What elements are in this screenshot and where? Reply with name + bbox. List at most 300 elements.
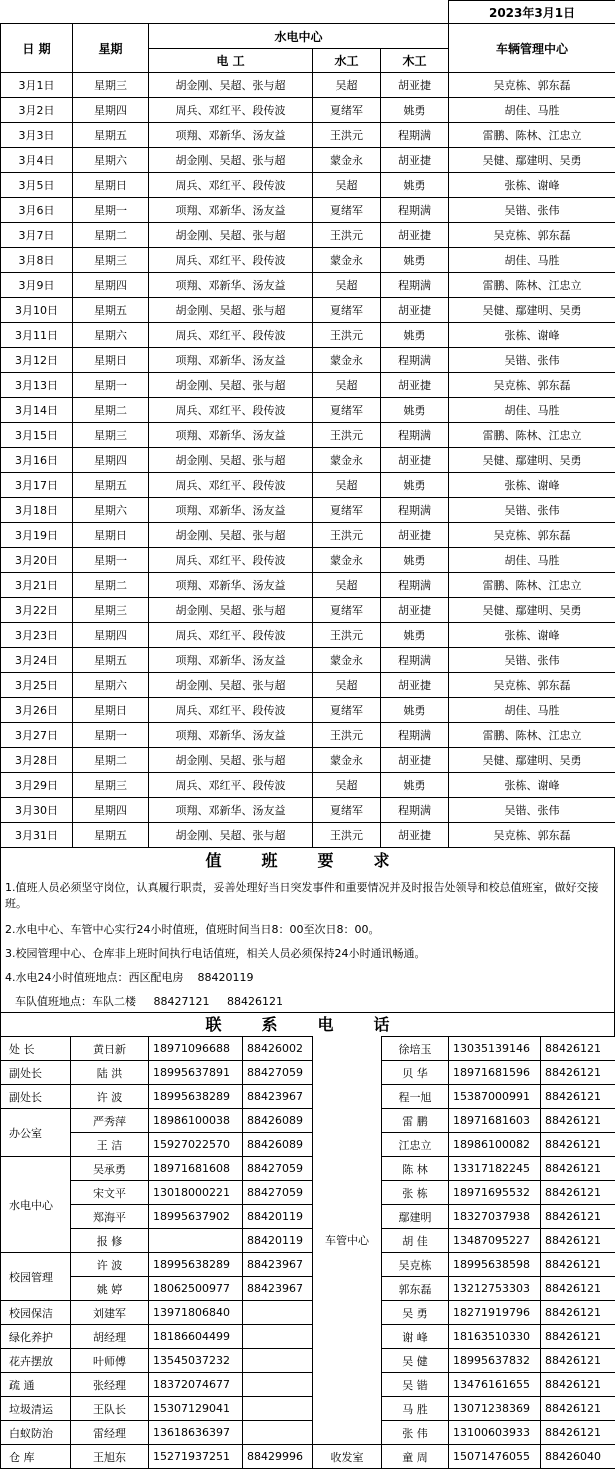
schedule-cell-electricians: 胡金刚、吴超、张与超 [149,73,313,98]
schedule-cell-vehicle: 张栋、谢峰 [449,173,615,198]
contact-mobile: 18995637902 [149,1205,243,1229]
schedule-cell-date: 3月26日 [1,698,73,723]
schedule-cell-vehicle: 吴健、鄢建明、吴勇 [449,448,615,473]
mail-room-label: 收发室 [313,1445,382,1469]
schedule-row [1,223,615,248]
contact-ext: 88426089 [243,1109,313,1133]
schedule-cell-date: 3月17日 [1,473,73,498]
schedule-cell-carpenter: 程期满 [381,273,449,298]
contact-mobile: 18327037938 [449,1205,541,1229]
schedule-cell-carpenter: 姚勇 [381,548,449,573]
schedule-cell-carpenter: 胡亚捷 [381,373,449,398]
schedule-cell-electricians: 周兵、邓红平、段传波 [149,398,313,423]
schedule-cell-carpenter: 姚勇 [381,773,449,798]
contact-mobile: 18971681608 [149,1157,243,1181]
schedule-cell-electricians: 周兵、邓红平、段传波 [149,698,313,723]
schedule-cell-electricians: 周兵、邓红平、段传波 [149,323,313,348]
contact-row [1,1229,615,1253]
schedule-cell-weekday: 星期二 [73,573,149,598]
schedule-cell-plumber: 蒙金永 [313,748,381,773]
contact-ext [243,1325,313,1349]
contact-ext [243,1373,313,1397]
header-date: 日 期 [1,24,73,73]
contact-dept: 垃圾清运 [1,1397,71,1421]
schedule-cell-date: 3月19日 [1,523,73,548]
schedule-cell-date: 3月30日 [1,798,73,823]
schedule-cell-vehicle: 吴锴、张伟 [449,648,615,673]
schedule-cell-carpenter: 程期满 [381,723,449,748]
contact-mobile: 13618636397 [149,1421,243,1445]
contact-name: 马 胜 [382,1397,449,1421]
schedule-cell-carpenter: 程期满 [381,648,449,673]
schedule-cell-electricians: 胡金刚、吴超、张与超 [149,223,313,248]
schedule-cell-plumber: 王洪元 [313,823,381,848]
contact-dept: 副处长 [1,1061,71,1085]
schedule-cell-date: 3月31日 [1,823,73,848]
contact-row [1,1085,615,1109]
schedule-cell-date: 3月20日 [1,548,73,573]
schedule-cell-weekday: 星期四 [73,448,149,473]
schedule-cell-electricians: 周兵、邓红平、段传波 [149,548,313,573]
schedule-row [1,298,615,323]
contact-name: 报 修 [71,1229,149,1253]
schedule-cell-carpenter: 胡亚捷 [381,448,449,473]
contact-name: 童 周 [382,1445,449,1469]
schedule-row [1,623,615,648]
schedule-cell-plumber: 吴超 [313,673,381,698]
schedule-cell-plumber: 夏绪军 [313,98,381,123]
contact-ext: 88426121 [541,1157,615,1181]
contact-row [1,1349,615,1373]
schedule-cell-weekday: 星期四 [73,623,149,648]
contact-name: 吴克栋 [382,1253,449,1277]
contact-name: 王 洁 [71,1133,149,1157]
schedule-row [1,323,615,348]
schedule-cell-date: 3月6日 [1,198,73,223]
contact-name: 谢 峰 [382,1325,449,1349]
contact-mobile: 18995637891 [149,1061,243,1085]
schedule-cell-plumber: 吴超 [313,773,381,798]
contact-mobile: 13971806840 [149,1301,243,1325]
contact-row [1,1133,615,1157]
schedule-cell-electricians: 项翔、邓新华、汤友益 [149,423,313,448]
schedule-row [1,398,615,423]
contact-ext: 88426121 [541,1085,615,1109]
schedule-cell-plumber: 蒙金永 [313,648,381,673]
contact-ext: 88429996 [243,1445,313,1469]
schedule-cell-vehicle: 雷鹏、陈林、江忠立 [449,423,615,448]
schedule-cell-date: 3月15日 [1,423,73,448]
schedule-cell-vehicle: 吴克栋、郭东磊 [449,373,615,398]
schedule-cell-date: 3月1日 [1,73,73,98]
schedule-cell-date: 3月8日 [1,248,73,273]
contact-dept: 花卉摆放 [1,1349,71,1373]
schedule-cell-vehicle: 吴锴、张伟 [449,198,615,223]
contact-mobile: 13476161655 [449,1373,541,1397]
schedule-cell-electricians: 胡金刚、吴超、张与超 [149,748,313,773]
contact-row [1,1109,615,1133]
contact-name: 严秀萍 [71,1109,149,1133]
header-vehicle-center: 车辆管理中心 [449,24,615,73]
schedule-cell-carpenter: 胡亚捷 [381,748,449,773]
schedule-cell-plumber: 吴超 [313,273,381,298]
contact-name: 郭东磊 [382,1277,449,1301]
contact-dept: 绿化养护 [1,1325,71,1349]
contact-dept: 副处长 [1,1085,71,1109]
contact-dept: 水电中心 [1,1157,71,1253]
contact-mobile: 13035139146 [449,1037,541,1061]
schedule-cell-plumber: 蒙金永 [313,348,381,373]
schedule-cell-date: 3月11日 [1,323,73,348]
schedule-cell-carpenter: 姚勇 [381,173,449,198]
contact-mobile: 18995638289 [149,1253,243,1277]
contact-row [1,1157,615,1181]
schedule-cell-vehicle: 胡佳、马胜 [449,548,615,573]
schedule-cell-date: 3月28日 [1,748,73,773]
contact-ext [243,1421,313,1445]
schedule-row [1,498,615,523]
requirement-item: 3.校园管理中心、仓库非上班时间执行电话值班，相关人员必须保持24小时通讯畅通。 [0,942,615,966]
schedule-row [1,198,615,223]
contact-name: 贝 华 [382,1061,449,1085]
contact-ext [243,1397,313,1421]
schedule-cell-plumber: 吴超 [313,173,381,198]
schedule-cell-vehicle: 雷鹏、陈林、江忠立 [449,723,615,748]
schedule-cell-carpenter: 程期满 [381,198,449,223]
contact-name: 许 波 [71,1253,149,1277]
contact-mobile: 13545037232 [149,1349,243,1373]
contact-ext: 88426121 [541,1109,615,1133]
schedule-row [1,148,615,173]
schedule-cell-carpenter: 程期满 [381,123,449,148]
contact-ext: 88426089 [243,1133,313,1157]
contact-ext: 88426121 [541,1325,615,1349]
contacts-title: 联系电话 [0,1012,615,1036]
contact-name: 江忠立 [382,1133,449,1157]
schedule-cell-carpenter: 胡亚捷 [381,223,449,248]
schedule-row [1,123,615,148]
header-electrician: 电 工 [149,49,313,73]
contact-name: 吴 锴 [382,1373,449,1397]
schedule-cell-carpenter: 程期满 [381,498,449,523]
schedule-cell-vehicle: 张栋、谢峰 [449,623,615,648]
contact-mobile: 18995637832 [449,1349,541,1373]
schedule-cell-date: 3月25日 [1,673,73,698]
schedule-row [1,98,615,123]
contact-mobile: 18995638598 [449,1253,541,1277]
contact-mobile: 13212753303 [449,1277,541,1301]
contact-ext: 88427059 [243,1157,313,1181]
contact-mobile: 18186604499 [149,1325,243,1349]
schedule-cell-plumber: 夏绪军 [313,198,381,223]
contact-ext: 88426121 [541,1037,615,1061]
contact-name: 张 伟 [382,1421,449,1445]
schedule-cell-electricians: 周兵、邓红平、段传波 [149,773,313,798]
contact-row [1,1301,615,1325]
contact-row [1,1277,615,1301]
schedule-cell-carpenter: 程期满 [381,573,449,598]
schedule-cell-plumber: 夏绪军 [313,498,381,523]
header-carpenter: 木工 [381,49,449,73]
contact-row [1,1205,615,1229]
schedule-cell-vehicle: 胡佳、马胜 [449,98,615,123]
schedule-cell-vehicle: 胡佳、马胜 [449,398,615,423]
schedule-cell-plumber: 蒙金永 [313,148,381,173]
schedule-row [1,698,615,723]
schedule-cell-plumber: 吴超 [313,573,381,598]
schedule-cell-electricians: 胡金刚、吴超、张与超 [149,448,313,473]
contact-name: 宋文平 [71,1181,149,1205]
contact-mobile: 15271937251 [149,1445,243,1469]
contact-ext: 88420119 [243,1229,313,1253]
schedule-cell-vehicle: 吴锴、张伟 [449,798,615,823]
contact-row [1,1061,615,1085]
contact-mobile: 18971681596 [449,1061,541,1085]
schedule-cell-carpenter: 胡亚捷 [381,823,449,848]
vehicle-center-label: 车管中心 [313,1037,382,1445]
schedule-cell-electricians: 项翔、邓新华、汤友益 [149,648,313,673]
schedule-cell-plumber: 夏绪军 [313,298,381,323]
schedule-cell-carpenter: 姚勇 [381,698,449,723]
schedule-cell-plumber: 夏绪军 [313,698,381,723]
schedule-cell-vehicle: 胡佳、马胜 [449,248,615,273]
contact-mobile: 13071238369 [449,1397,541,1421]
schedule-cell-date: 3月23日 [1,623,73,648]
schedule-cell-date: 3月27日 [1,723,73,748]
schedule-cell-weekday: 星期五 [73,648,149,673]
schedule-cell-carpenter: 程期满 [381,348,449,373]
schedule-cell-weekday: 星期五 [73,823,149,848]
schedule-cell-date: 3月14日 [1,398,73,423]
contact-mobile: 13487095227 [449,1229,541,1253]
schedule-cell-electricians: 项翔、邓新华、汤友益 [149,348,313,373]
requirement-item: 2.水电中心、车管中心实行24小时值班，值班时间当日8：00至次日8：00。 [0,918,615,942]
schedule-cell-electricians: 胡金刚、吴超、张与超 [149,823,313,848]
schedule-cell-weekday: 星期三 [73,73,149,98]
contact-name: 吴承勇 [71,1157,149,1181]
schedule-cell-vehicle: 吴健、鄢建明、吴勇 [449,298,615,323]
schedule-cell-date: 3月3日 [1,123,73,148]
schedule-cell-vehicle: 张栋、谢峰 [449,473,615,498]
schedule-cell-weekday: 星期五 [73,473,149,498]
schedule-cell-vehicle: 吴锴、张伟 [449,498,615,523]
contact-row [1,1397,615,1421]
schedule-row [1,373,615,398]
schedule-cell-electricians: 周兵、邓红平、段传波 [149,473,313,498]
schedule-cell-vehicle: 雷鹏、陈林、江忠立 [449,573,615,598]
schedule-row [1,173,615,198]
contact-dept: 白蚁防治 [1,1421,71,1445]
contact-mobile: 13100603933 [449,1421,541,1445]
blank-header-space [1,1,449,24]
schedule-cell-weekday: 星期六 [73,498,149,523]
schedule-cell-weekday: 星期三 [73,598,149,623]
contact-ext: 88426121 [541,1301,615,1325]
contact-name: 许 波 [71,1085,149,1109]
schedule-cell-weekday: 星期一 [73,723,149,748]
schedule-cell-weekday: 星期四 [73,273,149,298]
contact-dept: 校园保洁 [1,1301,71,1325]
schedule-cell-plumber: 王洪元 [313,323,381,348]
schedule-cell-plumber: 吴超 [313,373,381,398]
schedule-cell-electricians: 项翔、邓新华、汤友益 [149,123,313,148]
contact-ext: 88426121 [541,1205,615,1229]
schedule-cell-weekday: 星期四 [73,798,149,823]
schedule-row [1,673,615,698]
schedule-cell-electricians: 胡金刚、吴超、张与超 [149,673,313,698]
schedule-cell-vehicle: 吴健、鄢建明、吴勇 [449,598,615,623]
schedule-row [1,73,615,98]
schedule-cell-plumber: 夏绪军 [313,798,381,823]
schedule-cell-weekday: 星期一 [73,373,149,398]
schedule-cell-carpenter: 姚勇 [381,98,449,123]
schedule-cell-electricians: 胡金刚、吴超、张与超 [149,373,313,398]
schedule-cell-date: 3月4日 [1,148,73,173]
contact-row [1,1037,615,1061]
schedule-cell-electricians: 胡金刚、吴超、张与超 [149,523,313,548]
contact-ext: 88426121 [541,1421,615,1445]
contact-ext: 88426002 [243,1037,313,1061]
contact-name: 陆 洪 [71,1061,149,1085]
schedule-cell-electricians: 周兵、邓红平、段传波 [149,623,313,648]
schedule-cell-plumber: 王洪元 [313,523,381,548]
schedule-row [1,273,615,298]
contact-name: 叶师傅 [71,1349,149,1373]
schedule-cell-carpenter: 胡亚捷 [381,523,449,548]
schedule-cell-weekday: 星期五 [73,123,149,148]
schedule-cell-carpenter: 姚勇 [381,623,449,648]
contact-name: 吴 勇 [382,1301,449,1325]
schedule-cell-vehicle: 胡佳、马胜 [449,698,615,723]
schedule-cell-date: 3月24日 [1,648,73,673]
schedule-row [1,823,615,848]
schedule-cell-carpenter: 姚勇 [381,323,449,348]
contact-name: 陈 林 [382,1157,449,1181]
schedule-cell-weekday: 星期一 [73,198,149,223]
contact-mobile: 18986100082 [449,1133,541,1157]
contact-ext: 88426121 [541,1181,615,1205]
schedule-cell-carpenter: 胡亚捷 [381,73,449,98]
schedule-cell-plumber: 王洪元 [313,723,381,748]
schedule-cell-weekday: 星期日 [73,523,149,548]
schedule-cell-electricians: 胡金刚、吴超、张与超 [149,598,313,623]
contact-ext: 88426121 [541,1373,615,1397]
schedule-cell-weekday: 星期日 [73,348,149,373]
schedule-row [1,473,615,498]
contact-name: 雷经理 [71,1421,149,1445]
schedule-cell-carpenter: 胡亚捷 [381,598,449,623]
schedule-cell-electricians: 项翔、邓新华、汤友益 [149,573,313,598]
contact-ext: 88423967 [243,1085,313,1109]
schedule-row [1,448,615,473]
header-plumber: 水工 [313,49,381,73]
contact-row [1,1373,615,1397]
contact-mobile: 13317182245 [449,1157,541,1181]
schedule-cell-date: 3月13日 [1,373,73,398]
contact-dept: 疏 通 [1,1373,71,1397]
contact-mobile: 18271919796 [449,1301,541,1325]
contact-ext: 88426121 [541,1349,615,1373]
schedule-cell-weekday: 星期日 [73,173,149,198]
schedule-cell-vehicle: 吴克栋、郭东磊 [449,223,615,248]
schedule-cell-vehicle: 雷鹏、陈林、江忠立 [449,273,615,298]
contact-dept: 仓 库 [1,1445,71,1469]
contact-mobile: 18372074677 [149,1373,243,1397]
schedule-cell-date: 3月2日 [1,98,73,123]
schedule-cell-electricians: 周兵、邓红平、段传波 [149,173,313,198]
schedule-cell-carpenter: 胡亚捷 [381,298,449,323]
contact-row [1,1253,615,1277]
contact-name: 张经理 [71,1373,149,1397]
schedule-cell-electricians: 项翔、邓新华、汤友益 [149,198,313,223]
contact-ext: 88423967 [243,1277,313,1301]
schedule-row [1,423,615,448]
contact-name: 胡 佳 [382,1229,449,1253]
schedule-row [1,748,615,773]
requirement-item: 1.值班人员必须坚守岗位，认真履行职责，妥善处理好当日突发事件和重要情况并及时报告处领导和校总值班室，做好交接班。 [0,874,615,918]
schedule-cell-plumber: 吴超 [313,473,381,498]
schedule-cell-vehicle: 吴健、鄢建明、吴勇 [449,148,615,173]
schedule-cell-carpenter: 胡亚捷 [381,673,449,698]
schedule-cell-weekday: 星期六 [73,148,149,173]
schedule-row [1,348,615,373]
header-weekday: 星期 [73,24,149,73]
contact-ext: 88426121 [541,1277,615,1301]
contact-mobile: 18971695532 [449,1181,541,1205]
schedule-cell-weekday: 星期三 [73,423,149,448]
schedule-date: 2023年3月1日 [449,1,615,24]
header-water-center: 水电中心 [149,24,449,49]
schedule-cell-vehicle: 张栋、谢峰 [449,773,615,798]
schedule-cell-weekday: 星期六 [73,673,149,698]
schedule-cell-plumber: 蒙金永 [313,448,381,473]
schedule-cell-date: 3月22日 [1,598,73,623]
schedule-cell-date: 3月9日 [1,273,73,298]
contact-mobile: 18163510330 [449,1325,541,1349]
schedule-cell-date: 3月18日 [1,498,73,523]
contact-name: 刘建军 [71,1301,149,1325]
schedule-cell-plumber: 王洪元 [313,623,381,648]
schedule-cell-electricians: 项翔、邓新华、汤友益 [149,723,313,748]
contact-ext: 88427059 [243,1181,313,1205]
contact-name: 姚 婷 [71,1277,149,1301]
contact-mobile: 18986100038 [149,1109,243,1133]
contact-ext: 88423967 [243,1253,313,1277]
schedule-cell-plumber: 蒙金永 [313,548,381,573]
schedule-row [1,598,615,623]
schedule-cell-weekday: 星期一 [73,548,149,573]
schedule-cell-weekday: 星期二 [73,398,149,423]
schedule-cell-vehicle: 吴克栋、郭东磊 [449,673,615,698]
contact-mobile: 15071476055 [449,1445,541,1469]
schedule-cell-date: 3月10日 [1,298,73,323]
schedule-cell-carpenter: 程期满 [381,423,449,448]
schedule-cell-weekday: 星期六 [73,323,149,348]
contact-mobile: 18971681603 [449,1109,541,1133]
schedule-cell-carpenter: 胡亚捷 [381,148,449,173]
contact-row [1,1421,615,1445]
contact-mobile: 15307129041 [149,1397,243,1421]
schedule-row [1,548,615,573]
contact-name: 黄日新 [71,1037,149,1061]
schedule-cell-carpenter: 姚勇 [381,398,449,423]
schedule-row [1,573,615,598]
schedule-cell-plumber: 王洪元 [313,223,381,248]
schedule-cell-date: 3月5日 [1,173,73,198]
schedule-cell-weekday: 星期日 [73,698,149,723]
contact-name: 鄢建明 [382,1205,449,1229]
contact-name: 雷 鹏 [382,1109,449,1133]
